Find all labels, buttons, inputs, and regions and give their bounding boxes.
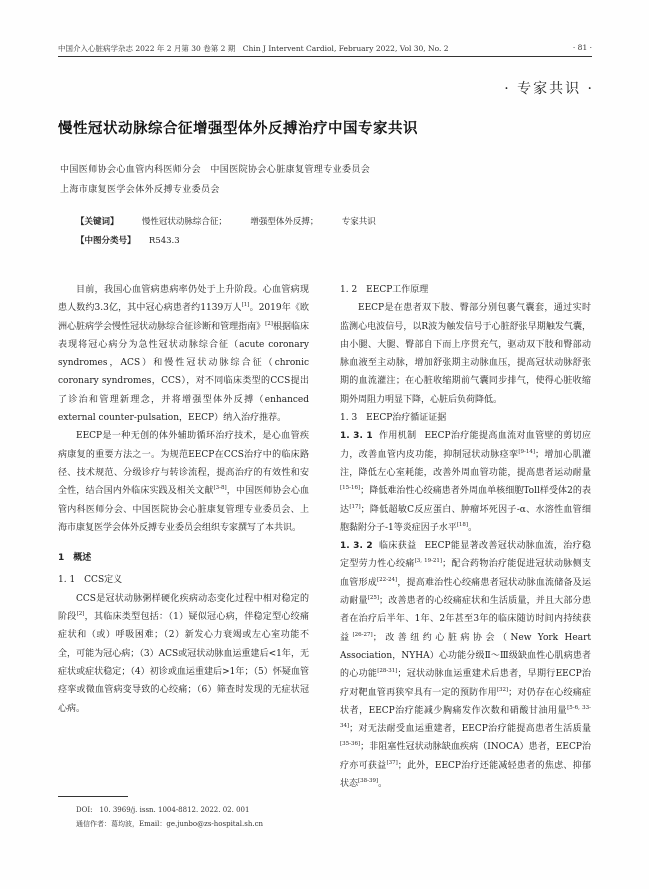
citation-ref[interactable]: [25] [367,595,379,602]
keyword-item: 专家共识 [341,217,376,227]
citation-ref[interactable]: [26-27] [352,631,373,638]
keywords-label: 【关键词】 [76,217,119,227]
clc-code: R543.3 [148,236,180,246]
citation-ref[interactable]: [3, 19-21] [414,558,443,565]
subsection-number: 1. 3. 1 [340,431,373,442]
ccs-definition-paragraph: CCS是冠状动脉粥样硬化疾病动态变化过程中相对稳定的阶段[2]，其临床类型包括：（1）疑似冠心病，伴稳定型心绞痛症状和（或）呼吸困难；（2）新发心力衰竭或左心室功能不全，可能为冠心病；（3）ACS或冠状动脉血运重建后<1年，无症状或症状稳定；（4）初诊或血运重建后>1年；（5）怀疑血管痉挛或微血管病变导致的心绞痛；（6）筛查时发现的无症状冠心病。 [58,593,309,714]
intro-paragraph-1: 目前，我国心血管病患病率仍处于上升阶段。心血管病现患人数约3.3亿，其中冠心病患者约1139万人[1]。2019年《欧洲心脏病学会慢性冠状动脉综合征诊断和管理指南》[2]根据临床表现将冠心病分为急性冠状动脉综合征（acute coronary syndromes，ACS）和慢性冠状动脉综合征（chronic coronary syndromes，CCS），对不同临床类型的CCS提出了诊治和管理新理念，并将增强型体外反搏（enhanced external counter-pulsation，EECP）纳入治疗推荐。 [58,285,310,424]
right-column [340,281,591,793]
citation-ref[interactable]: [22-24] [376,576,398,583]
running-head [58,43,592,54]
keywords-row [76,213,376,232]
citation-ref[interactable]: [15-16] [340,485,361,492]
citation-ref[interactable]: [37] [386,759,398,766]
section-heading-1-3: 1. 3 EECP治疗循证证据 [340,413,447,424]
clinical-benefit-paragraph: 1. 3. 2 临床获益 EECP能显著改善冠状动脉血流，治疗稳定型劳力性心绞痛[3, 19-21]；配合药物治疗能促进冠状动脉侧支血管形成[22-24]，提高难治性心绞痛患者冠状动脉血流储备及运动耐量[25]；改善患者的心绞痛症状和生活质量，并且大部分患者在治疗后半年、1年、2年甚至3年的临床随访时间内持续获益[26-27]；改善纽约心脏病协会（New York Heart Association，NYHA）心功能分级Ⅱ～Ⅲ级缺血性心肌病患者的心功能[28-31]；冠状动脉血运重建术后患者，早期行EECP治疗对靶血管再狭窄具有一定的预防作用[32]；对仍存在心绞痛症状者，EECP治疗能减少胸痛发作次数和硝酸甘油用量[5-6, 33-34]；对无法耐受血运重建者，EECP治疗能提高患者生活质量[35-36]；非阻塞性冠状动脉缺血疾病（INOCA）患者，EECP治疗亦可获益[37]；此外，EECP治疗还能减轻患者的焦虑、抑郁状态[38-39]。 [340,541,591,790]
keywords-block [76,213,376,251]
footnote [76,803,263,831]
subsection-number: 1. 3. 2 [340,541,373,552]
citation-ref[interactable]: [18] [456,521,469,528]
author-line-2: 上海市康复医学会体外反搏专业委员会 [60,185,220,195]
clc-row [76,232,376,251]
citation-ref[interactable]: [5-6, 33-34] [340,704,591,730]
section-heading-1-1: 1. 1 CCS定义 [58,575,123,586]
corresponding-author: 通信作者：葛均波，Email：ge.junbo@zs-hospital.sh.cn [76,820,264,828]
keyword-item: 慢性冠状动脉综合征； [141,217,227,227]
citation-ref[interactable]: [3-8] [213,485,227,492]
citation-ref[interactable]: [28-31] [377,668,398,675]
clc-label: 【中图分类号】 [76,236,136,246]
citation-ref[interactable]: [2] [265,320,273,327]
subsection-title: 临床获益 [378,541,417,552]
keyword-item: 增强型体外反搏； [250,217,319,227]
principle-paragraph: EECP是在患者双下肢、臀部分别包裹气囊套，通过实时监测心电波信号，以R波为触发信号于心脏舒张早期触发气囊，由小腿、大腿、臀部自下而上序贯充气，驱动双下肢和臀部动脉血液至主动脉，增加舒张期主动脉血压，提高冠状动脉舒张期的血流灌注；在心脏收缩期前气囊同步排气，使得心脏收缩期外周阻力明显下降，心脏后负荷降低。 [340,303,591,405]
citation-ref[interactable]: [35-36] [340,741,361,748]
author-line-1: 中国医师协会心血管内科医师分会 中国医院协会心脏康复管理专业委员会 [60,165,371,175]
section-heading-1-2: 1. 2 EECP工作原理 [340,285,429,295]
citation-ref[interactable]: [2] [76,611,85,618]
footnote-rule [58,796,128,797]
doi[interactable]: DOI: 10. 3969/j. issn. 1004-8812. 2022. 02. 001 [76,806,250,814]
page-number: · 81 · [572,43,592,52]
subsection-title: 作用机制 [378,431,417,442]
citation-ref[interactable]: [9-14] [518,448,536,455]
article-category: · 专家共识 · [504,81,594,97]
citation-ref[interactable]: [38-39] [358,778,379,785]
article-title: 慢性冠状动脉综合征增强型体外反搏治疗中国专家共识 [58,121,418,137]
citation-ref[interactable]: [1] [241,302,250,309]
header-rule [58,56,592,57]
mechanism-paragraph: 1. 3. 1 作用机制 EECP治疗能提高血流对血管壁的剪切应力，改善血管内皮功能，抑制冠状动脉痉挛[9-14]；增加心肌灌注，降低左心室耗能，改善外周血管功能，提高患者运动耐量[15-16]；降低难治性心绞痛患者外周血单核细胞Toll样受体2的表达[17]；降低超敏C反应蛋白、肿瘤坏死因子-α、水溶性血管细胞黏附分子-1等炎症因子水平[18]。 [340,431,591,533]
left-column [58,281,309,718]
section-heading-1: 1 概述 [58,553,92,564]
author-groups [60,160,370,200]
journal-citation: 中国介入心脏病学杂志 2022 年 2 月第 30 卷第 2 期 Chin J Intervent Cardiol, February 2022, Vol 30, No. 2 [58,44,449,53]
citation-ref[interactable]: [17] [349,503,361,510]
citation-ref[interactable]: [32] [496,686,509,693]
intro-paragraph-2: EECP是一种无创的体外辅助循环治疗技术，是心血管疾病康复的重要方法之一。为规范EECP在CCS治疗中的临床路径、技术规范、分级诊疗与转诊流程，提高治疗的有效性和安全性，结合国内外临床实践及相关文献[3-8]，中国医师协会心血管内科医师分会、中国医院协会心脏康复管理专业委员会、上海市康复医学会体外反搏专业委员会组织专家撰写了本共识。 [58,431,309,533]
